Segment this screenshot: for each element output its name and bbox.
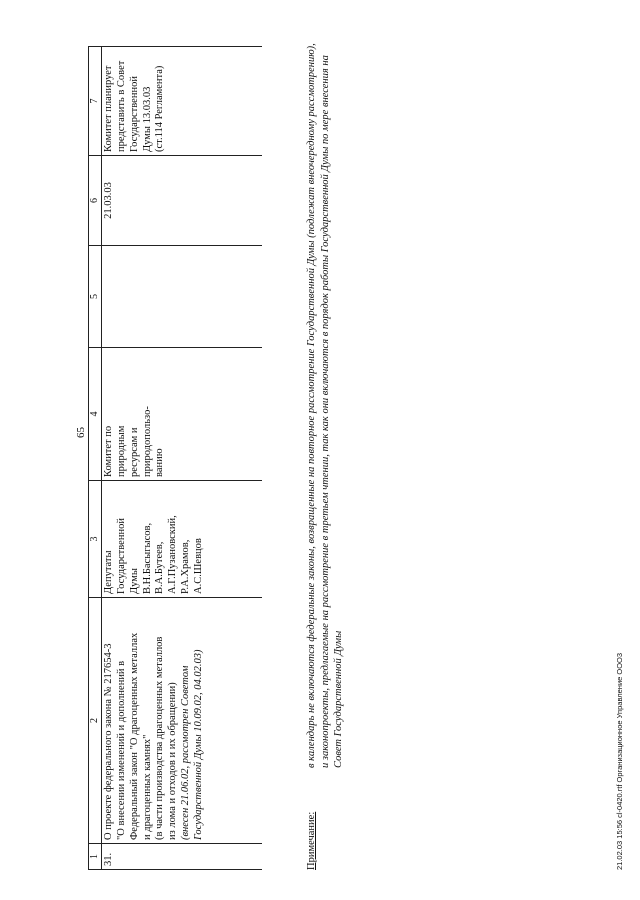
note-label: Примечание: (306, 811, 317, 870)
committee-cell (102, 348, 262, 481)
bill-title: О проекте федерального закона № 217654-3 "О внесении изменений и дополнений в Федеральный закон "О драгоценных металлах и драгоценных камнях" (в части производства драгоценных металлов из лома и отходов и их обращении) (103, 632, 179, 840)
bill-authors: Депутаты Государственной Думы В.Н.Басыгысов, В.А.Бутеев, А.Г.Пузановский, Р.А.Храмов, А.С.Шевцов (103, 515, 204, 594)
calendar-table (88, 46, 262, 870)
column-header: 3 (89, 481, 102, 598)
page-number: 65 (75, 427, 87, 438)
column-header: 6 (89, 156, 102, 246)
bill-status-note: (внесен 21.06.02, рассмотрен Советом Государственной Думы 10.09.02, 04.02.03) (179, 649, 204, 840)
consideration-date: 21.03.03 (103, 182, 115, 219)
column-header: 2 (89, 598, 102, 844)
remark: Комитет планирует представить в Совет Государственной Думы 13.03.03 (ст.114 Регламента) (103, 60, 166, 152)
table-row (102, 47, 262, 870)
column-header: 1 (89, 844, 102, 870)
column-header: 7 (89, 47, 102, 156)
note-text: в календарь не включаются федеральные законы, возвращенные на повторное рассмотрение Государственной Думы (подлежат внеочередному рассмотрению), и законопроекты, предлагаемые на рассмотрение в третьем чтении, так как они включаются в порядок работы Государственной Думы по мере внесения на Совет Государственной Думы (306, 43, 345, 768)
column-header: 4 (89, 348, 102, 481)
row-number: 31. (102, 844, 262, 870)
table-header-row (89, 47, 102, 870)
responsible-committee: Комитет по природным ресурсам и природопользо- ванию (103, 406, 166, 477)
column-5-cell (102, 246, 262, 348)
column-header: 5 (89, 246, 102, 348)
date-cell (102, 156, 262, 246)
authors-cell (102, 481, 262, 598)
document-footer: 21.02.03 15:56 cl-0420.rtf Организационное Управление ООО3 (615, 652, 624, 870)
bill-title-cell (102, 598, 262, 844)
remark-cell (102, 47, 262, 156)
